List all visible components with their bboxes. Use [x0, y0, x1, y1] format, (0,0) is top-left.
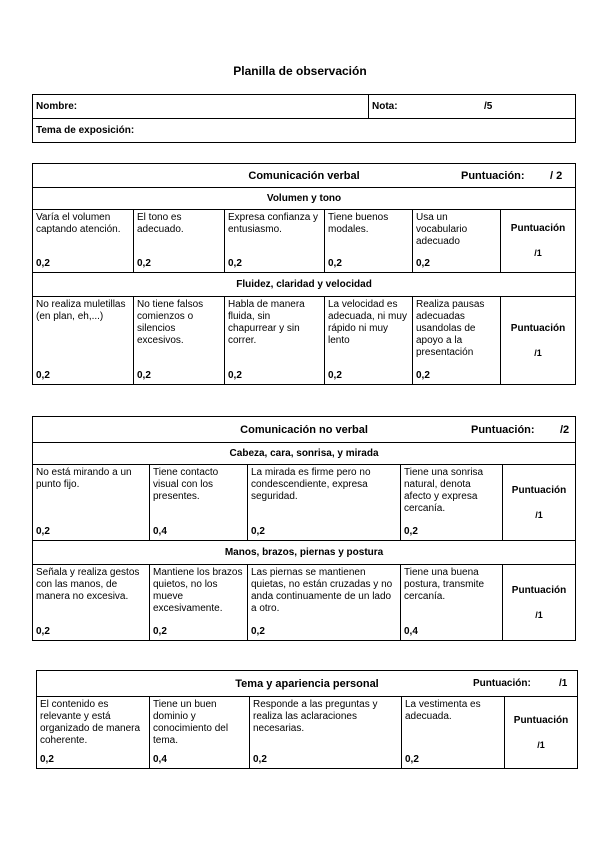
criterion-cell: [150, 465, 248, 541]
criterion-cell: [325, 210, 413, 273]
criterion-cell: [325, 297, 413, 385]
criterion-cell: [37, 697, 150, 769]
criterion-cell: [134, 297, 225, 385]
verbal-table: [32, 163, 576, 385]
criterion-cell: [401, 565, 503, 641]
criterion-value: 0,2: [36, 258, 50, 269]
criterion-value: 0,2: [137, 370, 151, 381]
tema-field[interactable]: [33, 119, 576, 143]
points-max: /1: [534, 347, 542, 358]
nota-max: /5: [484, 100, 493, 112]
criterion-text: Varía el volumen captando atención.: [36, 212, 121, 235]
criterion-cell: [248, 565, 401, 641]
criterion-text: Realiza pausas adecuadas usandolas de apoyo a la presentación: [416, 299, 485, 358]
criterion-value: 0,2: [251, 526, 265, 537]
criterion-text: El tono es adecuado.: [137, 212, 184, 235]
criterion-text: La vestimenta es adecuada.: [405, 699, 481, 722]
criterion-text: No tiene falsos comienzos o silencios excesivos.: [137, 299, 204, 346]
criterion-cell: [401, 465, 503, 541]
criterion-text: Responde a las preguntas y realiza las aclaraciones necesarias.: [253, 699, 378, 734]
criterion-cell: [402, 697, 505, 769]
points-cell[interactable]: [503, 465, 576, 541]
nonverbal-header: [33, 417, 576, 443]
criterion-value: 0,2: [416, 258, 430, 269]
tema-table: [36, 670, 578, 769]
tema-score-label: Puntuación:: [473, 677, 531, 689]
criterion-value: 0,2: [153, 626, 167, 637]
verbal-sec2-title: Fluidez, claridad y velocidad: [33, 273, 576, 297]
criterion-value: 0,4: [404, 626, 418, 637]
criterion-cell: [248, 465, 401, 541]
criterion-text: Tiene una buena postura, transmite cercanía.: [404, 567, 485, 602]
criterion-value: 0,2: [228, 258, 242, 269]
points-max: /1: [535, 509, 543, 520]
criterion-cell: [33, 297, 134, 385]
nonverbal-table: [32, 416, 576, 641]
tema-score-max: /1: [559, 677, 568, 689]
criterion-cell: [225, 210, 325, 273]
criterion-text: Expresa confianza y entusiasmo.: [228, 212, 319, 235]
points-cell[interactable]: [501, 297, 576, 385]
criterion-text: La velocidad es adecuada, ni muy rápido ni muy lento: [328, 299, 407, 346]
criterion-cell: [150, 697, 250, 769]
points-label: Puntuación: [511, 484, 567, 496]
criterion-text: El contenido es relevante y está organizado de manera coherente.: [40, 699, 141, 746]
points-cell[interactable]: [501, 210, 576, 273]
tema-title: Tema y apariencia personal: [235, 677, 379, 690]
points-cell[interactable]: [505, 697, 578, 769]
criterion-text: La mirada es firme pero no condescendiente, expresa seguridad.: [251, 467, 371, 502]
nonverbal-title: Comunicación no verbal: [240, 423, 368, 436]
verbal-score-max: / 2: [550, 169, 563, 182]
points-max: /1: [537, 739, 545, 750]
tema-header: [37, 671, 578, 697]
criterion-cell: [134, 210, 225, 273]
points-label: Puntuación: [510, 223, 566, 234]
criterion-text: Habla de manera fluida, sin chapurrear y sin correr.: [228, 299, 305, 346]
points-max: /1: [534, 248, 542, 258]
criterion-value: 0,2: [228, 370, 242, 381]
verbal-title: Comunicación verbal: [248, 169, 360, 182]
tema-label: Tema de exposición:: [36, 124, 135, 136]
criterion-cell: [33, 565, 150, 641]
criterion-value: 0,2: [416, 370, 430, 381]
criterion-text: Tiene un buen dominio y conocimiento del tema.: [153, 699, 229, 746]
criterion-value: 0,2: [405, 754, 419, 765]
criterion-text: Mantiene los brazos quietos, no los mueve excesivamente.: [153, 567, 243, 614]
points-label: Puntuación: [510, 322, 566, 334]
criterion-value: 0,2: [40, 754, 54, 765]
points-cell[interactable]: [503, 565, 576, 641]
criterion-cell: [250, 697, 402, 769]
points-max: /1: [535, 609, 543, 620]
header-table: [32, 94, 576, 143]
criterion-value: 0,2: [253, 754, 267, 765]
criterion-value: 0,2: [328, 370, 342, 381]
criterion-text: Señala y realiza gestos con las manos, de manera no excesiva.: [36, 567, 140, 602]
criterion-cell: [413, 210, 501, 273]
criterion-text: Las piernas se mantienen quietas, no están cruzadas y no anda continuamente de un lado a otro.: [251, 567, 393, 614]
criterion-value: 0,2: [36, 626, 50, 637]
criterion-value: 0,2: [251, 626, 265, 637]
criterion-text: No está mirando a un punto fijo.: [36, 467, 132, 490]
criterion-value: 0,4: [153, 754, 167, 765]
verbal-score-label: Puntuación:: [461, 169, 525, 182]
criterion-cell: [33, 210, 134, 273]
criterion-value: 0,2: [36, 526, 50, 537]
page-title: Planilla de observación: [233, 64, 367, 78]
nota-label: Nota:: [372, 100, 398, 112]
criterion-value: 0,2: [328, 258, 342, 269]
criterion-cell: [225, 297, 325, 385]
nonverbal-score-max: /2: [560, 423, 570, 436]
criterion-cell: [33, 465, 150, 541]
points-label: Puntuación: [511, 584, 567, 596]
criterion-value: 0,2: [137, 258, 151, 269]
nombre-field[interactable]: [33, 95, 369, 119]
criterion-value: 0,4: [153, 526, 167, 537]
nonverbal-sec2-title: Manos, brazos, piernas y postura: [33, 541, 576, 565]
criterion-text: Usa un vocabulario adecuado: [416, 212, 468, 247]
nota-field[interactable]: [369, 95, 576, 119]
verbal-sec1-title: Volumen y tono: [33, 188, 576, 210]
criterion-value: 0,2: [404, 526, 418, 537]
criterion-text: No realiza muletillas (en plan, eh,...): [36, 299, 126, 322]
nombre-label: Nombre:: [36, 100, 78, 112]
criterion-text: Tiene buenos modales.: [328, 212, 389, 235]
verbal-header: [33, 164, 576, 188]
criterion-cell: [150, 565, 248, 641]
points-label: Puntuación: [513, 714, 569, 726]
nonverbal-sec1-title: Cabeza, cara, sonrisa, y mirada: [33, 443, 576, 465]
criterion-value: 0,2: [36, 370, 50, 381]
nonverbal-score-label: Puntuación:: [471, 423, 535, 436]
criterion-cell: [413, 297, 501, 385]
criterion-text: Tiene contacto visual con los presentes.: [153, 467, 219, 502]
criterion-text: Tiene una sonrisa natural, denota afecto y expresa cercanía.: [404, 467, 484, 514]
